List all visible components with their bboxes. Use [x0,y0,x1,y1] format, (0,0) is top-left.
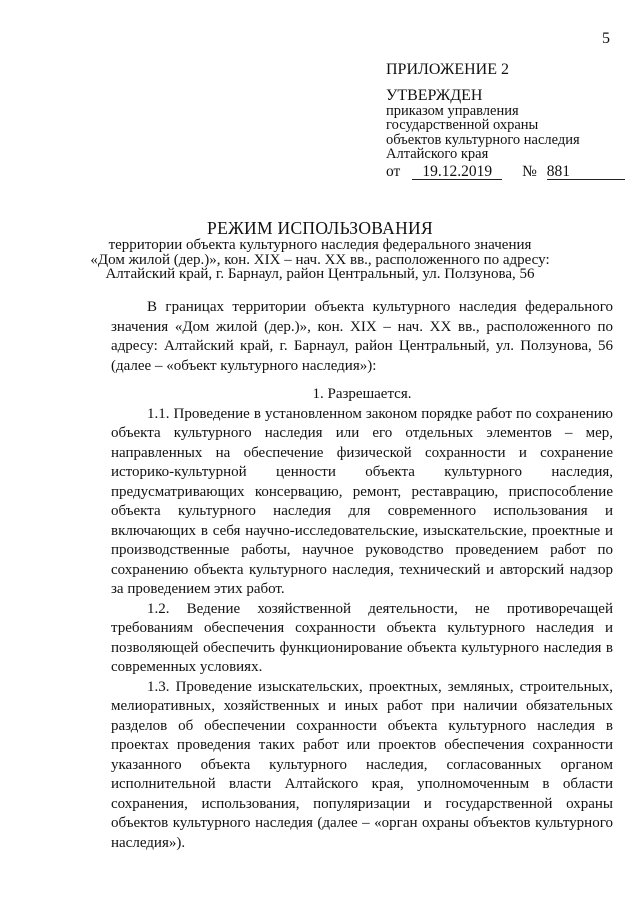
item-1-2: 1.2. Ведение хозяйственной деятельности, не противоречащей требованиям обеспечения сохранности объекта культурного наследия и позволяющей обеспечить функционирование объекта культурного наследия в современных условиях. [111,600,613,675]
item-1-3: 1.3. Проведение изыскательских, проектных, земляных, строительных, мелиоративных, хозяйственных и иных работ при наличии обязательных разделов об обеспечении сохранности объекта культурного наследия в проектах проведения таких работ или проектов обеспечения сохранности указанного объекта культурного наследия, согласованных органом исполнительной власти Алтайского края, уполномоченным в области сохранения, использования, популяризации и государственной охраны объектов культурного наследия (далее – «орган охраны объектов культурного наследия»). [111,678,613,851]
order-date-number-row [386,164,616,181]
approved-label: УТВЕРЖДЕН [386,86,483,104]
approval-line-2: государственной охраны [386,117,539,133]
approval-block [386,62,616,180]
title-sub-2: «Дом жилой (дер.)», кон. XIX – нач. XX вв., расположенного по адресу: [90,251,550,268]
order-number: 881 [547,164,625,181]
approval-line-1: приказом управления [386,102,519,119]
intro-paragraph: В границах территории объекта культурного наследия федерального значения «Дом жилой (дер.)», кон. XIX – нач. XX вв., расположенного по адресу: Алтайский край, г. Барнаул, район Центральный, ул. Ползунова, 56 (далее – «объект культурного наследия»): [111,299,613,374]
approval-line-4: Алтайского края [386,146,489,162]
page-number: 5 [602,30,610,47]
appendix-label: ПРИЛОЖЕНИЕ 2 [386,61,510,78]
document-body [111,298,613,853]
title-sub-1: территории объекта культурного наследия федерального значения [108,237,532,253]
approval-line-3: объектов культурного наследия [386,131,580,148]
document-title [0,218,640,282]
section-heading: 1. Разрешается. [312,386,412,402]
from-label: от [386,162,401,180]
item-1-1: 1.1. Проведение в установленном законом порядке работ по сохранению объекта культурного наследия или его отдельных элементов – мер, направленных на обеспечение физической сохранности и сохранение историко-культурной ценности объекта культурного наследия, предусматривающих консервацию, ремонт, реставрацию, приспособление объекта культурного наследия для современного использования и включающих в себя научно-исследовательские, изыскательские, проектные и производственные работы, научное руководство проведением работ по сохранению объекта культурного наследия, технический и авторский надзор за проведением этих работ. [111,405,613,597]
title-sub-3: Алтайский край, г. Барнаул, район Центральный, ул. Ползунова, 56 [105,266,535,282]
title-main: РЕЖИМ ИСПОЛЬЗОВАНИЯ [207,218,433,238]
number-label: № [522,162,537,180]
order-date: 19.12.2019 [412,164,502,181]
